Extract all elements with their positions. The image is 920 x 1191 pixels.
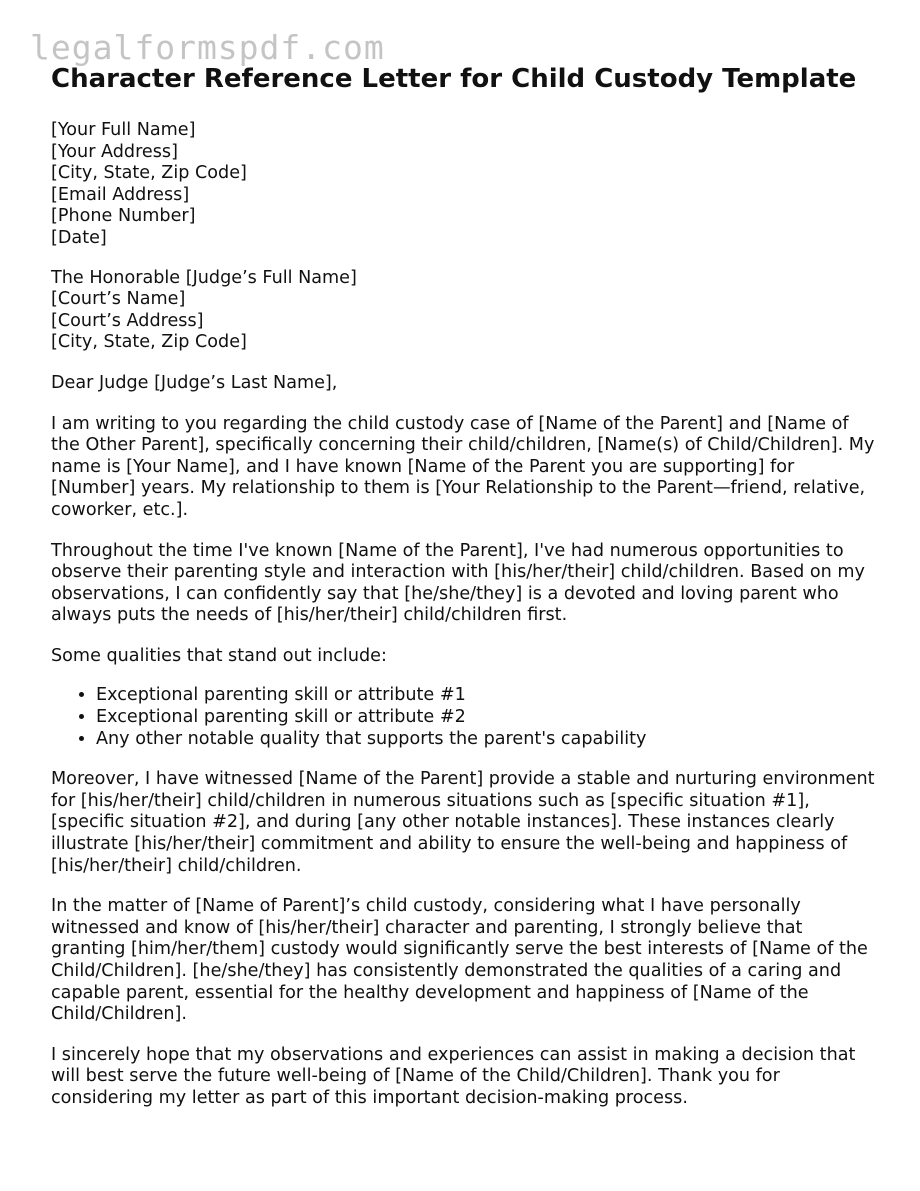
page-title: Character Reference Letter for Child Custody Template: [51, 64, 857, 94]
list-item: • Exceptional parenting skill or attribute #2: [96, 707, 876, 729]
qualities-list: [51, 685, 876, 750]
paragraph-observation: Throughout the time I've known [Name of the Parent], I've had numerous opportunities to observe their parenting style and interaction with [his/her/their] child/children. Based on my observations, I can confidently say that [he/she/they] is a devoted and loving parent who always puts the needs of [his/her/their] child/children first.: [51, 540, 865, 626]
sender-address: [Your Address]: [51, 141, 178, 162]
sender-phone: [Phone Number]: [51, 206, 196, 227]
sender-email: [Email Address]: [51, 184, 190, 205]
recipient-city-state-zip: [City, State, Zip Code]: [51, 332, 247, 353]
recipient-judge-name: The Honorable [Judge’s Full Name]: [51, 267, 357, 288]
sender-city-state-zip: [City, State, Zip Code]: [51, 163, 247, 184]
list-item: • Any other notable quality that supports the parent's capability: [96, 729, 876, 751]
paragraph-qualities-intro: Some qualities that stand out include:: [51, 645, 387, 666]
paragraph-closing: I sincerely hope that my observations and experiences can assist in making a decision that will best serve the future well-being of [Name of the Child/Children]. Thank you for considering my letter as part of this important decision-making process.: [51, 1044, 856, 1108]
paragraph-intro: I am writing to you regarding the child custody case of [Name of the Parent] and [Name of the Other Parent], specifically concerning their child/children, [Name(s) of Child/Children]. My name is [Your Name], and I have known [Name of the Parent you are supporting] for [Number] years. My relationship to them is [Your Relationship to the Parent—friend, relative, coworker, etc.].: [51, 413, 875, 520]
sender-address-block: [51, 120, 876, 250]
salutation: Dear Judge [Judge’s Last Name],: [51, 372, 338, 393]
site-watermark: legalformspdf.com: [30, 28, 385, 67]
recipient-court-name: [Court’s Name]: [51, 289, 186, 310]
paragraph-moreover: Moreover, I have witnessed [Name of the Parent] provide a stable and nurturing environment for [his/her/their] child/children in numerous situations such as [specific situation #1], [specific situation #2], and during [any other notable instances]. These instances clearly illustrate [his/her/their] commitment and ability to ensure the well-being and happiness of [his/her/their] child/children.: [51, 769, 875, 876]
paragraph-custody-matter: In the matter of [Name of Parent]’s child custody, considering what I have personally witnessed and know of [his/her/their] character and parenting, I strongly believe that granting [him/her/them] custody would significantly serve the best interests of [Name of the Child/Children]. [he/she/they] has consistently demonstrated the qualities of a caring and capable parent, essential for the healthy development and happiness of [Name of the Child/Children].: [51, 896, 868, 1025]
recipient-court-address: [Court’s Address]: [51, 310, 204, 331]
list-item: • Exceptional parenting skill or attribute #1: [96, 685, 876, 707]
sender-date: [Date]: [51, 227, 107, 248]
sender-full-name: [Your Full Name]: [51, 120, 196, 140]
recipient-address-block: [51, 268, 876, 354]
letter-document: [51, 63, 876, 1110]
